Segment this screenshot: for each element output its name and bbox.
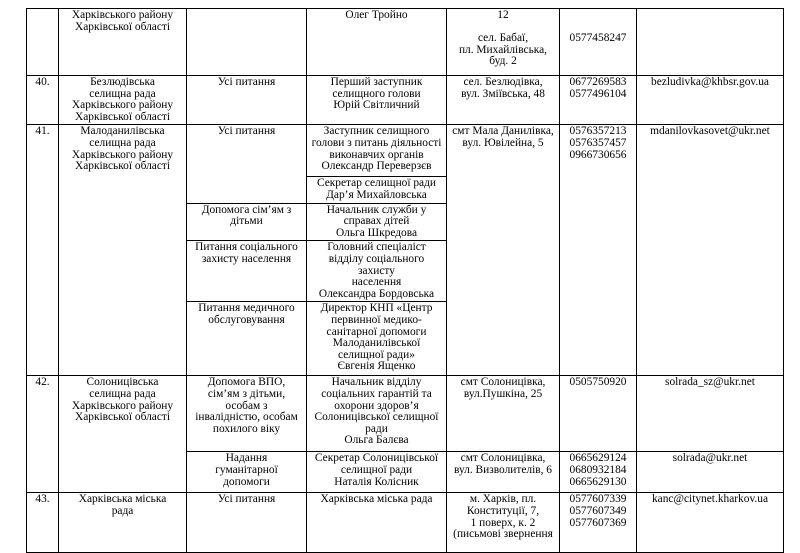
row-number: 43. <box>35 493 50 506</box>
row-number: 41. <box>35 125 50 138</box>
table-row <box>27 76 784 125</box>
row-number: 42. <box>35 376 50 389</box>
email-link[interactable]: solrada@ukr.net <box>672 452 748 465</box>
person-cell <box>307 302 447 376</box>
council-name-cell <box>59 9 187 76</box>
phone-cell <box>560 376 637 452</box>
person-cell <box>307 493 447 553</box>
address-cell <box>447 376 560 452</box>
table-row <box>27 376 784 452</box>
topic-cell <box>187 76 307 125</box>
row-number: 40. <box>35 76 50 88</box>
phone: 0665629124 0680932184 0665629130 <box>569 452 627 488</box>
table-row <box>27 9 784 76</box>
council-name-cell <box>59 493 187 553</box>
topic-cell <box>187 125 307 203</box>
topic-cell <box>187 241 307 302</box>
contact-person: Начальник відділу соціальних гарантій та охорони здоров’я Солоницівської селищної ради Ольга Балєва <box>314 376 439 447</box>
email-cell[interactable] <box>637 125 784 376</box>
person-cell <box>307 376 447 452</box>
person-cell <box>307 452 447 493</box>
contact-person: Начальник служби у справах дітей Ольга Шкредова <box>326 203 427 239</box>
email-link[interactable]: kanc@citynet.kharkov.ua <box>651 493 769 506</box>
person-cell <box>307 9 447 76</box>
email-link[interactable]: mdanilovkasovet@ukr.net <box>650 125 770 138</box>
address: смт Солоницівка, вул. Визволителів, 6 <box>453 452 553 476</box>
row-number-cell <box>27 376 59 493</box>
phone-cell <box>560 125 637 376</box>
topic-cell <box>187 203 307 241</box>
council-name-cell <box>59 376 187 493</box>
row-number-cell <box>27 125 59 376</box>
council-name-cell <box>59 76 187 125</box>
contacts-table <box>26 8 784 553</box>
contact-person: Головний спеціаліст відділу соціального захисту населення Олександра Бордовська <box>318 241 435 300</box>
row-number-cell <box>27 493 59 553</box>
topic: Усі питання <box>217 493 276 506</box>
phone-cell <box>560 452 637 493</box>
contact-person: Секретар селищної ради Дар’я Михайловська <box>316 177 437 201</box>
person-cell <box>307 203 447 241</box>
topic-cell <box>187 9 307 76</box>
topic: Усі питання <box>217 76 276 88</box>
email-cell[interactable] <box>637 376 784 452</box>
topic: Допомога сім’ям з дітьми <box>201 203 292 228</box>
address-cell <box>447 76 560 125</box>
topic: Питання медичного обслуговування <box>198 302 295 326</box>
contact-person: Заступник селищного голови з питань діяльності виконавчих органів Олександр Переверзєв <box>311 125 442 173</box>
address-cell <box>447 452 560 493</box>
address: м. Харків, пл. Конституції, 7, 1 поверх, к. 2 (письмові звернення <box>453 493 553 541</box>
email-link[interactable]: solrada_sz@ukr.net <box>665 376 755 389</box>
row-number-cell <box>27 76 59 125</box>
phone-cell <box>560 493 637 553</box>
topic: Надання гуманітарної допомоги <box>215 452 278 488</box>
council-name: Харківська міська рада <box>78 493 167 517</box>
contact-person: Олег Тройно <box>345 9 408 21</box>
contact-person: Директор КНП «Центр первинної медико- санітарної допомоги Малоданилівської селищної ради» Євгенія Ященко <box>320 302 433 373</box>
address: смт Мала Данилівка, вул. Ювілейна, 5 <box>452 125 554 149</box>
email-cell[interactable] <box>637 76 784 125</box>
phone: 0577607339 0577607349 0577607369 <box>569 493 627 529</box>
address-cell <box>447 9 560 76</box>
contact-person: Харківська міська рада <box>320 493 433 506</box>
person-cell <box>307 177 447 203</box>
council-name: Солоницівська селищна рада Харківського району Харківської області <box>71 376 174 424</box>
council-name-cell <box>59 125 187 376</box>
council-name: Харківського району Харківської області <box>71 9 174 33</box>
topic: Усі питання <box>217 125 276 138</box>
phone-cell <box>560 76 637 125</box>
topic-cell <box>187 452 307 493</box>
topic: Питання соціального захисту населення <box>195 241 298 265</box>
table-row <box>27 125 784 177</box>
phone: 0576357213 0576357457 0966730656 <box>569 125 627 161</box>
table-row <box>27 493 784 553</box>
phone: 0677269583 0577496104 <box>569 76 627 100</box>
council-name: Безлюдівська селищна рада Харківського району Харківської області <box>71 76 174 123</box>
topic-cell <box>187 376 307 452</box>
email-cell <box>637 9 784 76</box>
topic-cell <box>187 302 307 376</box>
email-cell[interactable] <box>637 452 784 493</box>
council-name: Малоданилівська селищна рада Харківського району Харківської області <box>71 125 174 173</box>
email-cell[interactable] <box>637 493 784 553</box>
person-cell <box>307 125 447 177</box>
address: сел. Безлюдівка, вул. Зміївська, 48 <box>461 76 545 100</box>
address-cell <box>447 125 560 376</box>
phone-cell <box>560 9 637 76</box>
person-cell <box>307 76 447 125</box>
phone: 0505750920 <box>569 376 627 389</box>
topic: Допомога ВПО, сім’ям з дітьми, особам з інвалідністю, особам похилого віку <box>195 376 298 435</box>
address-cell <box>447 493 560 553</box>
topic-cell <box>187 493 307 553</box>
contact-person: Секретар Солоницівської селищної ради Наталія Колісник <box>314 452 439 488</box>
phone: 0577458247 <box>569 32 627 44</box>
email-link[interactable]: bezludivka@khbsr.gov.ua <box>651 76 769 88</box>
address: смт Солоницівка, вул.Пушкіна, 25 <box>460 376 546 400</box>
address: 12 сел. Бабаї, пл. Михайлівська, буд. 2 <box>458 9 548 68</box>
contact-person: Перший заступник селищного голови Юрій Світличний <box>330 76 423 112</box>
row-number-cell <box>27 9 59 76</box>
person-cell <box>307 241 447 302</box>
